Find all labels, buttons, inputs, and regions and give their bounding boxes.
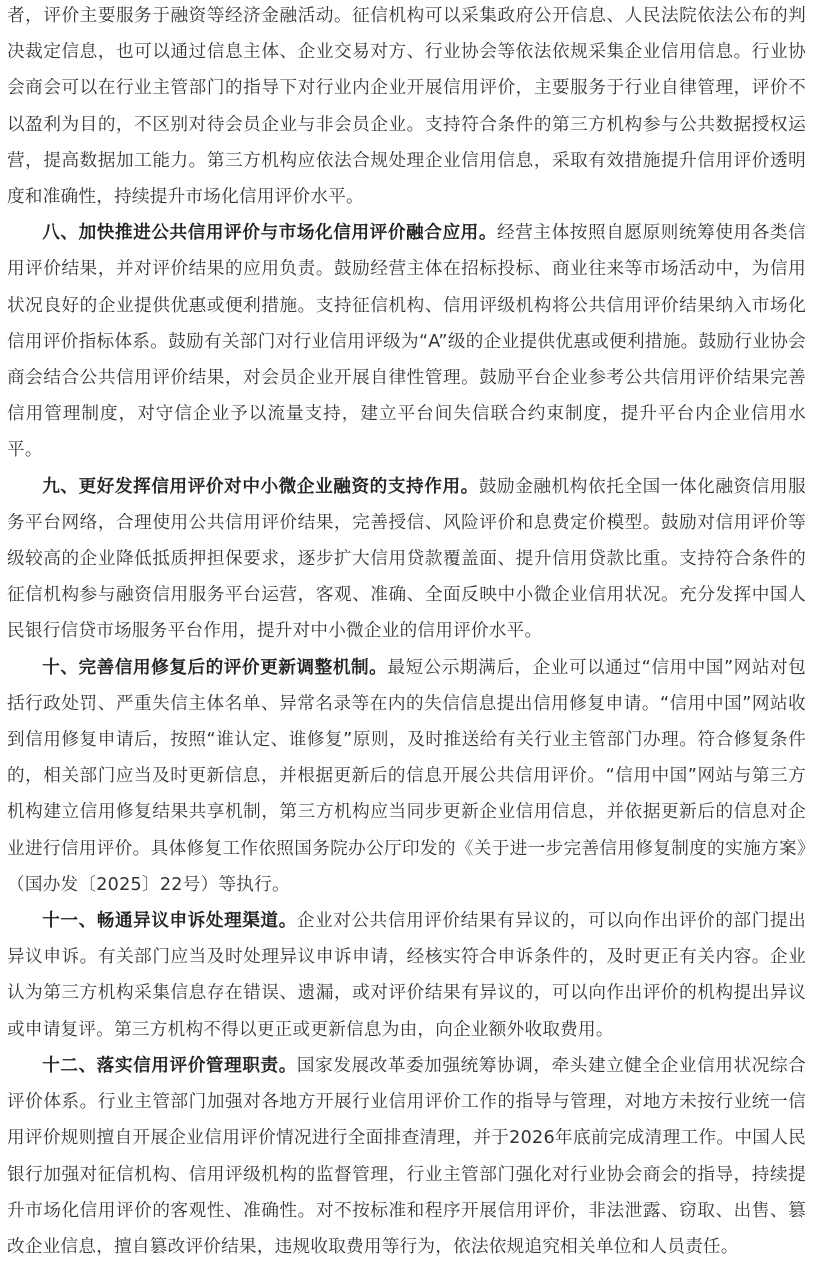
paragraph-continued — [7, 0, 806, 215]
section-heading: 八、加快推进公共信用评价与市场化信用评价融合应用。 — [42, 223, 498, 244]
section-heading: 九、更好发挥信用评价对中小微企业融资的支持作用。 — [42, 476, 479, 497]
paragraph-section-9 — [7, 469, 806, 650]
paragraph-text: 最短公示期满后，企业可以通过“信用中国”网站对包括行政处罚、严重失信主体名单、异常名录等在内的失信信息提出信用修复申请。“信用中国”网站收到信用修复申请后，按照“谁认定、谁修复”原则，及时推送给有关行业主管部门办理。符合修复条件的，相关部门应当及时更新信息，并根据更新后的信息开展公共信用评价。“信用中国”网站与第三方机构建立信用修复结果共享机制，第三方机构应当同步更新企业信用信息，并依据更新后的信息对企业进行信用评价。具体修复工作依照国务院办公厅印发的《关于进一步完善信用修复制度的实施方案》（国办发〔2025〕22号）等执行。 — [7, 657, 806, 895]
paragraph-text: 国家发展改革委加强统筹协调，牵头建立健全企业信用状况综合评价体系。行业主管部门加强对各地方开展行业信用评价工作的指导与管理，对地方未按行业统一信用评价规则擅自开展企业信用评价情况进行全面排查清理，并于2026年底前完成清理工作。中国人民银行加强对征信机构、信用评级机构的监督管理，行业主管部门强化对行业协会商会的指导，持续提升市场化信用评价的客观性、准确性。对不按标准和程序开展信用评价，非法泄露、窃取、出售、篡改企业信息，擅自篡改评价结果，违规收取费用等行为，依法依规追究相关单位和人员责任。 — [7, 1055, 806, 1257]
paragraph-text: 鼓励金融机构依托全国一体化融资信用服务平台网络，合理使用公共信用评价结果，完善授信、风险评价和息费定价模型。鼓励对信用评价等级较高的企业降低抵质押担保要求，逐步扩大信用贷款覆盖面、提升信用贷款比重。支持符合条件的征信机构参与融资信用服务平台运营，客观、准确、全面反映中小微企业信用状况。充分发挥中国人民银行信贷市场服务平台作用，提升对中小微企业的信用评价水平。 — [7, 476, 806, 642]
paragraph-text: 企业对公共信用评价结果有异议的，可以向作出评价的部门提出异议申诉。有关部门应当及时处理异议申诉申请，经核实符合申诉条件的，及时更正有关内容。企业认为第三方机构采集信息存在错误、遗漏，或对评价结果有异议的，可以向作出评价的机构提出异议或申请复评。第三方机构不得以更正或更新信息为由，向企业额外收取费用。 — [7, 911, 806, 1040]
paragraph-text: 者，评价主要服务于融资等经济金融活动。征信机构可以采集政府公开信息、人民法院依法公布的判决裁定信息，也可以通过信息主体、企业交易对方、行业协会等依法依规采集企业信用信息。行业协会商会可以在行业主管部门的指导下对行业内企业开展信用评价，主要服务于行业自律管理，评价不以盈利为目的，不区别对待会员企业与非会员企业。支持符合条件的第三方机构参与公共数据授权运营，提高数据加工能力。第三方机构应依法合规处理企业信用信息，采取有效措施提升信用评价透明度和准确性，持续提升市场化信用评价水平。 — [7, 6, 806, 208]
section-heading: 十、完善信用修复后的评价更新调整机制。 — [42, 657, 388, 678]
paragraph-section-10 — [7, 650, 806, 903]
paragraph-section-8 — [7, 215, 806, 468]
section-heading: 十一、畅通异议申诉处理渠道。 — [42, 911, 297, 932]
paragraph-section-12 — [7, 1048, 806, 1265]
section-heading: 十二、落实信用评价管理职责。 — [42, 1055, 297, 1076]
paragraph-text: 经营主体按照自愿原则统筹使用各类信用评价结果，并对评价结果的应用负责。鼓励经营主体在招标投标、商业往来等市场活动中，为信用状况良好的企业提供优惠或便利措施。支持征信机构、信用评级机构将公共信用评价结果纳入市场化信用评价指标体系。鼓励有关部门对行业信用评级为“A”级的企业提供优惠或便利措施。鼓励行业协会商会结合公共信用评价结果，对会员企业开展自律性管理。鼓励平台企业参考公共信用评价结果完善信用管理制度，对守信企业予以流量支持，建立平台间失信联合约束制度，提升平台内企业信用水平。 — [7, 223, 806, 461]
paragraph-section-11 — [7, 903, 806, 1048]
